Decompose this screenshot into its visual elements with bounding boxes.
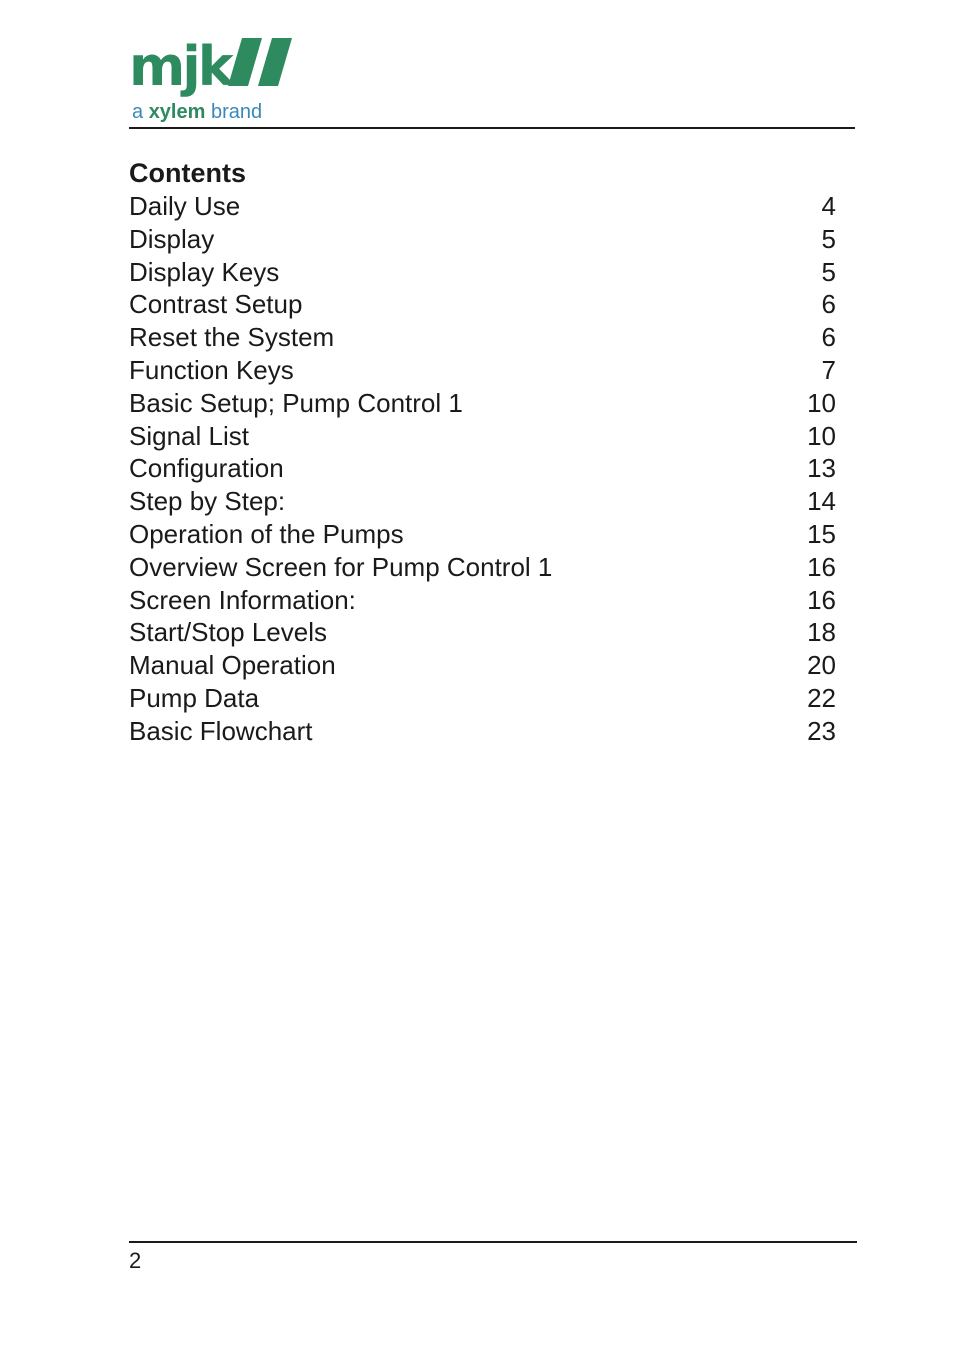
logo-tagline-brand: xylem: [148, 101, 206, 123]
toc-entry-label: Daily Use: [129, 191, 241, 221]
toc-entry[interactable]: [129, 584, 836, 617]
logo-tagline-suffix: brand: [210, 101, 263, 123]
toc-entry-label: Function Keys: [129, 354, 294, 385]
toc-entry[interactable]: [129, 518, 836, 551]
toc-entry[interactable]: [129, 288, 836, 321]
toc-entry[interactable]: [129, 321, 836, 354]
toc-entry-page: 4: [821, 191, 836, 221]
toc-entry-page: 16: [807, 551, 836, 582]
toc-entry[interactable]: [129, 387, 836, 420]
mjk-logo: [129, 36, 299, 126]
toc-entry-page: 5: [821, 223, 836, 254]
toc-entry-label: Manual Operation: [129, 650, 336, 681]
toc-entry[interactable]: [129, 485, 836, 518]
logo-tagline: [132, 100, 262, 124]
toc-entry-label: Step by Step:: [129, 486, 286, 517]
toc-entry-page: 10: [807, 387, 836, 418]
toc-entry-page: 18: [807, 617, 836, 648]
header-divider: [129, 127, 855, 129]
logo-mark: mjk: [129, 35, 231, 98]
toc-entry-label: Contrast Setup: [129, 289, 303, 320]
toc-entry-page: 6: [821, 289, 836, 320]
toc-entry[interactable]: [129, 452, 836, 485]
table-of-contents: [129, 157, 836, 748]
contents-title: Contents: [129, 158, 246, 188]
logo-slashes-icon: [228, 38, 292, 86]
toc-entry[interactable]: [129, 256, 836, 289]
toc-entry[interactable]: [129, 649, 836, 682]
toc-entry-label: Display: [129, 223, 215, 254]
toc-entry-page: 14: [807, 486, 836, 517]
toc-entry-page: 7: [821, 354, 836, 385]
toc-entry-page: 22: [807, 682, 836, 713]
toc-entry-page: 15: [807, 518, 836, 549]
toc-entry[interactable]: [129, 190, 836, 223]
toc-entry[interactable]: [129, 715, 836, 748]
toc-entry-label: Configuration: [129, 453, 284, 484]
toc-entry-page: 23: [807, 715, 836, 746]
toc-entry-label: Operation of the Pumps: [129, 518, 404, 549]
toc-list: [129, 190, 836, 748]
toc-entry-page: 10: [807, 420, 836, 451]
page-number: 2: [129, 1248, 142, 1273]
toc-entry-page: 20: [807, 650, 836, 681]
toc-entry-label: Reset the System: [129, 322, 335, 353]
toc-entry-label: Start/Stop Levels: [129, 617, 327, 648]
toc-entry-page: 5: [821, 256, 836, 287]
toc-entry-label: Screen Information:: [129, 584, 356, 615]
toc-entry-label: Pump Data: [129, 682, 260, 713]
toc-entry-page: 16: [807, 584, 836, 615]
toc-entry-label: Basic Flowchart: [129, 715, 313, 746]
toc-entry[interactable]: [129, 616, 836, 649]
toc-entry[interactable]: [129, 354, 836, 387]
logo-tagline-prefix: a: [132, 101, 144, 123]
toc-entry[interactable]: [129, 420, 836, 453]
toc-entry-label: Signal List: [129, 420, 249, 451]
toc-entry-page: 6: [821, 322, 836, 353]
toc-entry-page: 13: [807, 453, 836, 484]
toc-entry-label: Basic Setup; Pump Control 1: [129, 387, 463, 418]
footer-divider: [129, 1241, 857, 1243]
toc-entry[interactable]: [129, 223, 836, 256]
toc-entry-label: Overview Screen for Pump Control 1: [129, 551, 553, 582]
toc-entry-label: Display Keys: [129, 256, 280, 287]
toc-entry[interactable]: [129, 682, 836, 715]
toc-entry[interactable]: [129, 551, 836, 584]
